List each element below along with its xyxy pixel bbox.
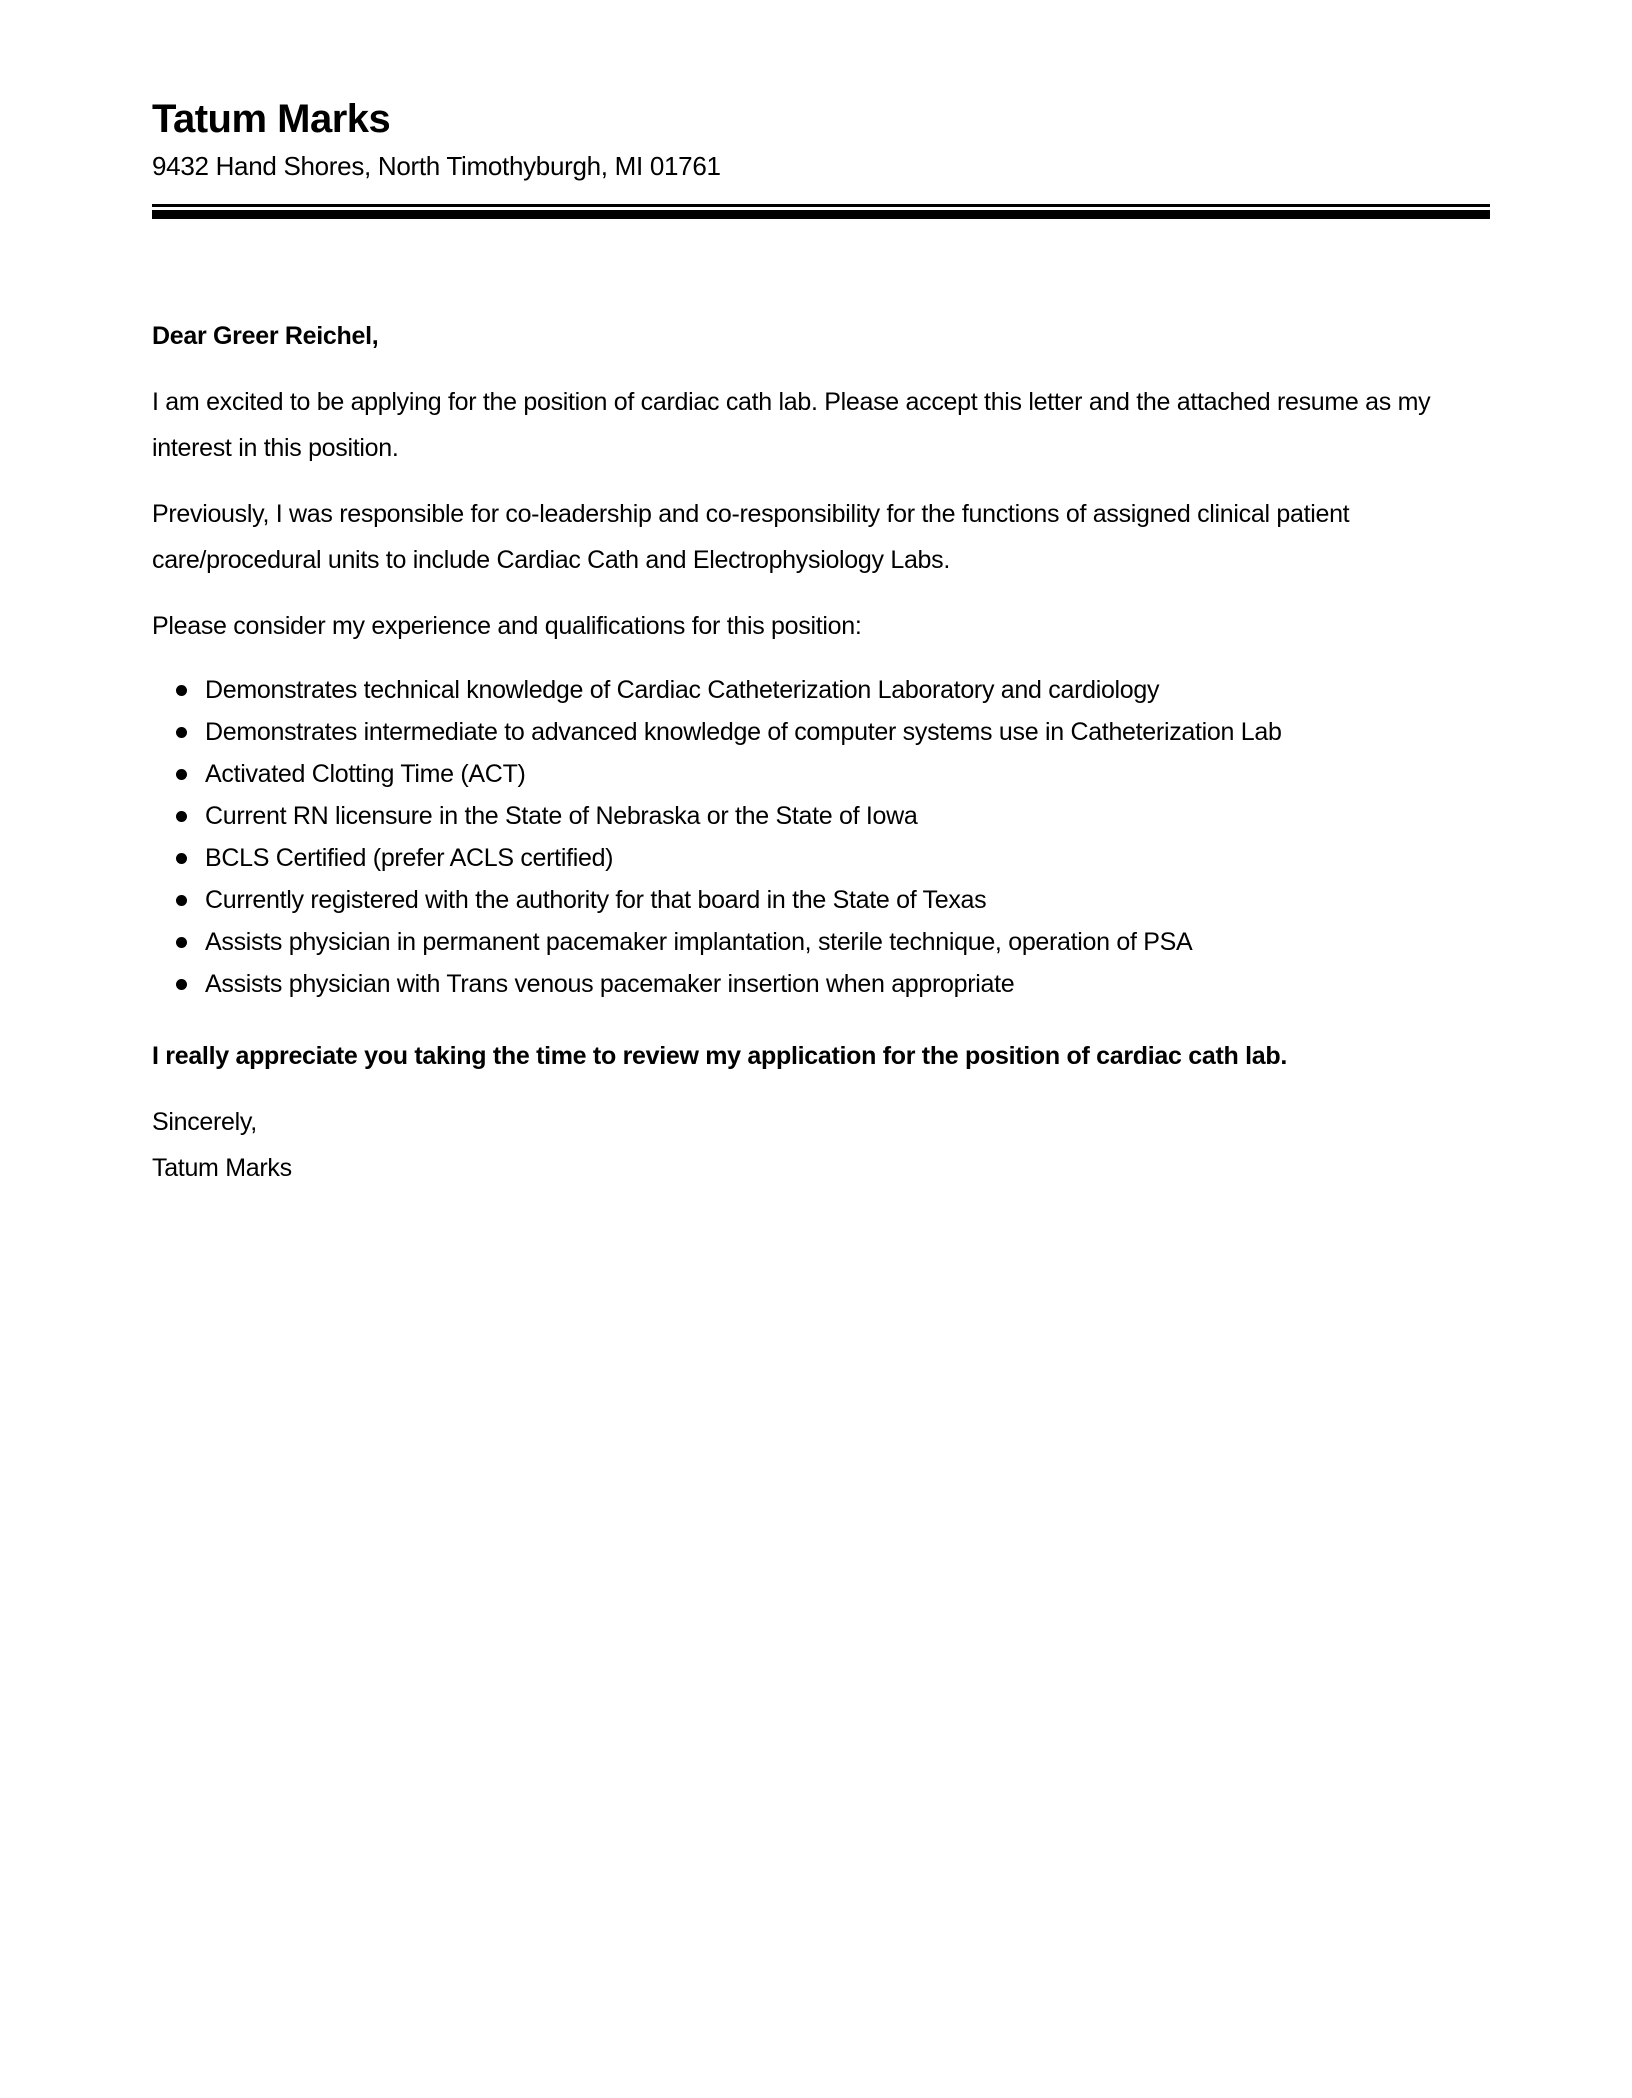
sender-address: 9432 Hand Shores, North Timothyburgh, MI 01761 xyxy=(152,151,721,181)
sender-name: Tatum Marks xyxy=(152,97,391,141)
qualification-item: BCLS Certified (prefer ACLS certified) xyxy=(152,837,1490,879)
paragraph-experience: Previously, I was responsible for co-leadership and co-responsibility for the functions of assigned clinical patient care/procedural units to include Cardiac Cath and Electrophysiology Labs. xyxy=(152,500,1350,574)
closing-statement: I really appreciate you taking the time to review my application for the position of cardiac cath lab. xyxy=(152,1042,1287,1070)
qualification-item: Activated Clotting Time (ACT) xyxy=(152,753,1490,795)
salutation: Dear Greer Reichel, xyxy=(152,322,379,350)
qualification-item: Current RN licensure in the State of Nebraska or the State of Iowa xyxy=(152,795,1490,837)
header-divider xyxy=(152,204,1490,219)
sign-off-block xyxy=(152,1099,1490,1191)
paragraph-intro: I am excited to be applying for the position of cardiac cath lab. Please accept this letter and the attached resume as my interest in this position. xyxy=(152,388,1431,462)
letter-header xyxy=(152,96,1490,219)
qualification-item: Demonstrates technical knowledge of Cardiac Catheterization Laboratory and cardiology xyxy=(152,669,1490,711)
letter-body xyxy=(152,313,1490,1191)
signature-name: Tatum Marks xyxy=(152,1154,292,1182)
qualification-item: Assists physician with Trans venous pacemaker insertion when appropriate xyxy=(152,963,1490,1005)
qualification-item: Currently registered with the authority for that board in the State of Texas xyxy=(152,879,1490,921)
qualification-item: Assists physician in permanent pacemaker implantation, sterile technique, operation of PSA xyxy=(152,921,1490,963)
qualifications-list xyxy=(152,669,1490,1005)
qualification-item: Demonstrates intermediate to advanced knowledge of computer systems use in Catheterization Lab xyxy=(152,711,1490,753)
paragraph-lead-in: Please consider my experience and qualifications for this position: xyxy=(152,612,862,640)
sign-off-word: Sincerely, xyxy=(152,1108,257,1136)
